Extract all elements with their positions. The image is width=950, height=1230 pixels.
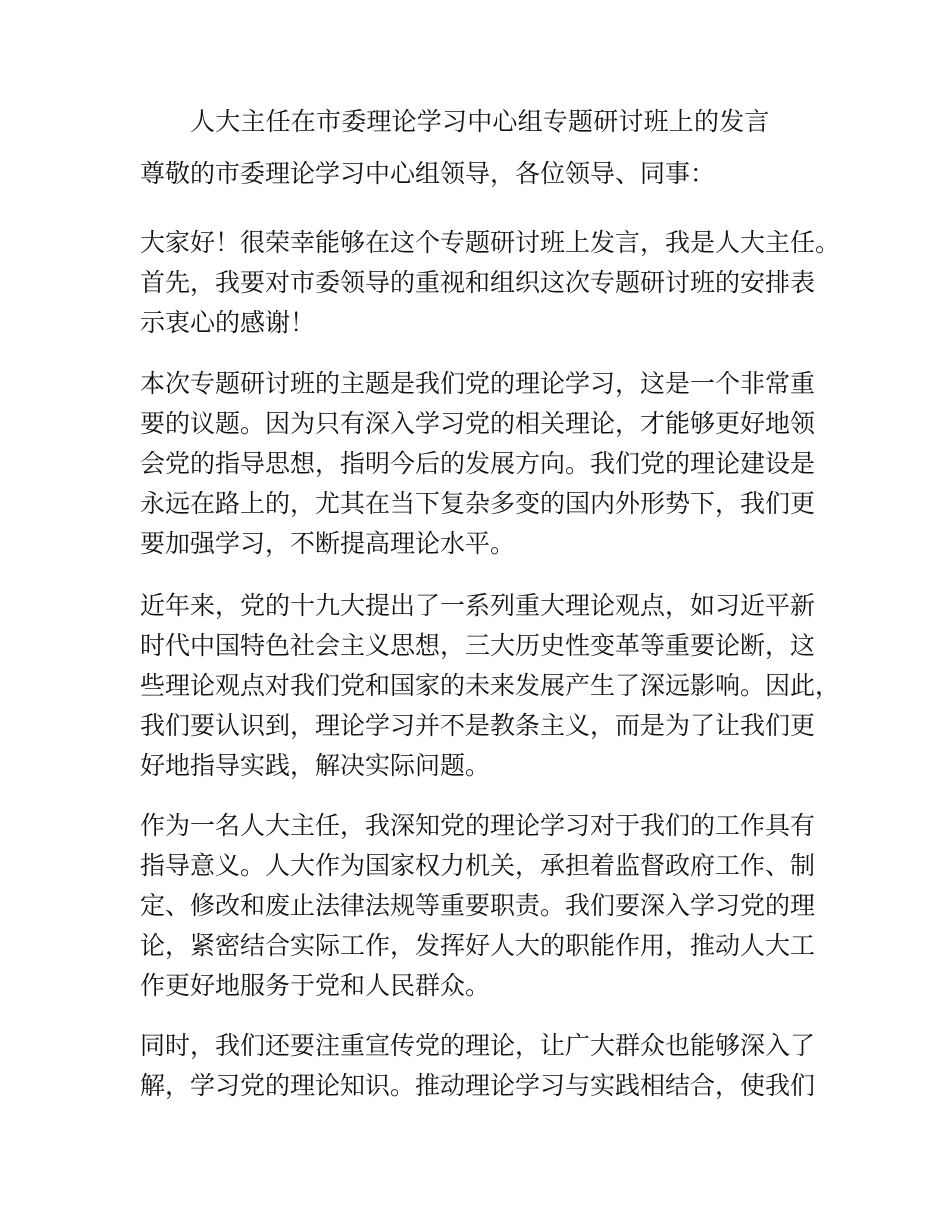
paragraph-line: 我们要认识到，理论学习并不是教条主义，而是为了让我们更 xyxy=(140,711,816,740)
paragraph-1 xyxy=(140,223,840,343)
paragraph-line: 首先，我要对市委领导的重视和组织这次专题研讨班的安排表 xyxy=(140,268,816,297)
paragraph-line: 本次专题研讨班的主题是我们党的理论学习，这是一个非常重 xyxy=(140,369,816,398)
paragraph-line: 定、修改和废止法律法规等重要职责。我们要深入学习党的理 xyxy=(140,891,816,920)
paragraph-line: 时代中国特色社会主义思想，三大历史性变革等重要论断，这 xyxy=(140,631,816,660)
salutation: 尊敬的市委理论学习中心组领导，各位领导、同事： xyxy=(140,159,716,188)
paragraph-2 xyxy=(140,364,840,564)
paragraph-3 xyxy=(140,586,840,786)
paragraph-line: 指导意义。人大作为国家权力机关，承担着监督政府工作、制 xyxy=(140,851,816,880)
paragraph-line: 要的议题。因为只有深入学习党的相关理论，才能够更好地领 xyxy=(140,409,816,438)
paragraph-line: 示衷心的感谢！ xyxy=(140,308,316,337)
paragraph-line: 大家好！很荣幸能够在这个专题研讨班上发言，我是人大主任。 xyxy=(140,228,841,257)
paragraph-5 xyxy=(140,1026,840,1106)
paragraph-line: 解，学习党的理论知识。推动理论学习与实践相结合，使我们 xyxy=(140,1071,816,1100)
paragraph-line: 永远在路上的，尤其在当下复杂多变的国内外形势下，我们更 xyxy=(140,489,816,518)
paragraph-line: 好地指导实践，解决实际问题。 xyxy=(140,751,491,780)
paragraph-line: 会党的指导思想，指明今后的发展方向。我们党的理论建设是 xyxy=(140,449,816,478)
paragraph-line: 同时，我们还要注重宣传党的理论，让广大群众也能够深入了 xyxy=(140,1031,816,1060)
paragraph-line: 作为一名人大主任，我深知党的理论学习对于我们的工作具有 xyxy=(140,811,816,840)
document-title: 人大主任在市委理论学习中心组专题研讨班上的发言 xyxy=(190,107,770,136)
paragraph-line: 些理论观点对我们党和国家的未来发展产生了深远影响。因此， xyxy=(140,671,841,700)
paragraph-line: 要加强学习，不断提高理论水平。 xyxy=(140,529,516,558)
paragraph-4 xyxy=(140,806,840,1006)
paragraph-line: 论，紧密结合实际工作，发挥好人大的职能作用，推动人大工 xyxy=(140,931,816,960)
paragraph-line: 近年来，党的十九大提出了一系列重大理论观点，如习近平新 xyxy=(140,591,816,620)
paragraph-line: 作更好地服务于党和人民群众。 xyxy=(140,971,491,1000)
